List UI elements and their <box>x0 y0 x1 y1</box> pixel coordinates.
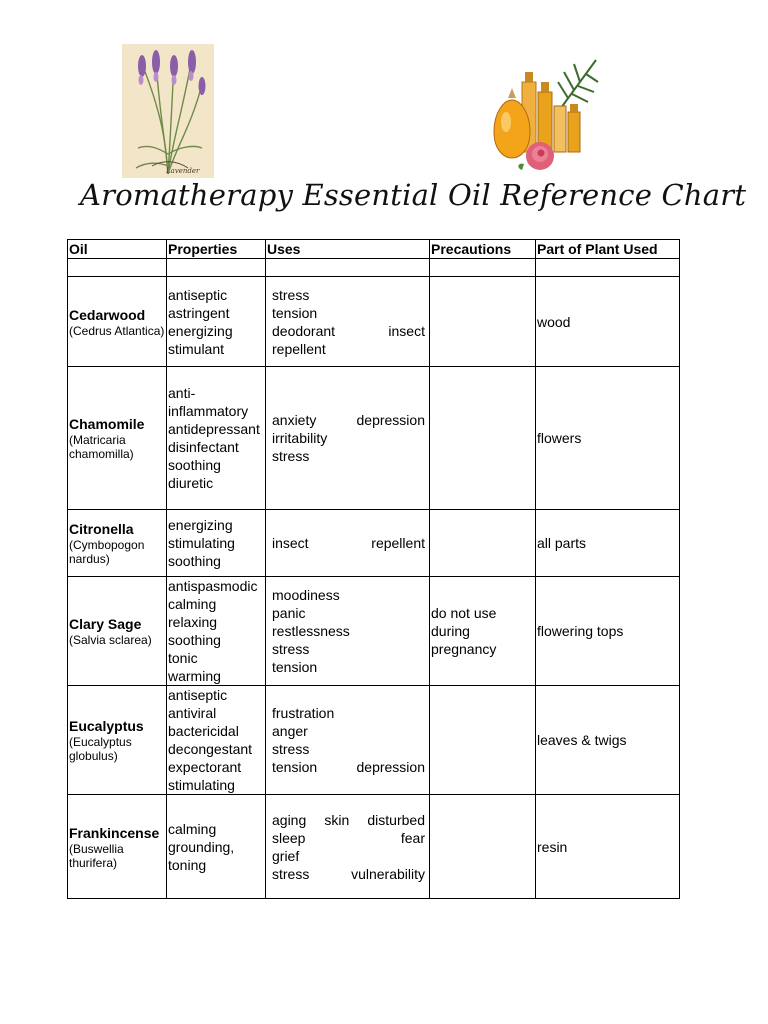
lavender-image <box>122 44 214 178</box>
part-used-cell: resin <box>536 795 680 899</box>
use-item: restlessness <box>272 623 350 639</box>
oil-cell <box>68 510 167 577</box>
oil-name: Clary Sage <box>69 616 142 632</box>
use-item: aging skin disturbed <box>272 811 425 828</box>
page-title: Aromatherapy Essential Oil Reference Chart <box>80 178 747 212</box>
column-header-properties: Properties <box>167 240 266 259</box>
uses-cell <box>266 277 430 367</box>
use-item: tension <box>272 659 318 675</box>
column-header-oil: Oil <box>68 240 167 259</box>
properties-cell <box>167 277 266 367</box>
oil-cell <box>68 367 167 510</box>
uses-cell <box>266 577 430 686</box>
property-item: antispasmodic <box>168 578 258 594</box>
uses-cell <box>266 510 430 577</box>
property-item: soothing <box>168 632 221 648</box>
use-item: insect repellent <box>272 535 425 551</box>
use-item: stress <box>272 448 310 464</box>
table-header-row <box>68 240 680 259</box>
properties-cell <box>167 686 266 795</box>
property-item: astringent <box>168 304 230 321</box>
table-row <box>68 795 680 899</box>
part-used-cell: flowering tops <box>536 577 680 686</box>
use-item: stress <box>272 641 310 657</box>
oil-name: Citronella <box>69 521 134 537</box>
precaution-item: during <box>431 623 470 639</box>
oil-name: Cedarwood <box>69 306 146 323</box>
properties-cell <box>167 577 266 686</box>
precautions-cell <box>430 795 536 899</box>
property-item: stimulating <box>168 777 235 793</box>
use-item: frustration <box>272 705 335 721</box>
table-row <box>68 277 680 367</box>
property-item: calming <box>168 596 217 612</box>
property-item: disinfectant <box>168 439 239 455</box>
table-row <box>68 510 680 577</box>
oil-latin-name: (Buswellia thurifera) <box>69 841 124 870</box>
oil-name: Eucalyptus <box>69 718 144 734</box>
property-item: stimulating <box>168 535 235 551</box>
precautions-cell <box>430 577 536 686</box>
property-item: expectorant <box>168 759 242 775</box>
property-item: toning <box>168 856 207 873</box>
uses-cell <box>266 686 430 795</box>
use-item: anger <box>272 723 308 739</box>
precaution-item: pregnancy <box>431 641 497 657</box>
use-item: grief <box>272 847 300 864</box>
property-item: calming <box>168 820 217 837</box>
table-row <box>68 577 680 686</box>
oil-cell <box>68 577 167 686</box>
use-item: deodorant insect <box>272 322 425 339</box>
property-item: inflammatory <box>168 403 249 419</box>
property-item: antiseptic <box>168 687 228 703</box>
property-item: relaxing <box>168 614 218 630</box>
property-item: antiseptic <box>168 286 228 303</box>
table-row <box>68 367 680 510</box>
use-item: sleep fear <box>272 829 425 846</box>
property-item: energizing <box>168 322 233 339</box>
oil-latin-name: (Eucalyptus globulus) <box>69 735 132 763</box>
use-item: tension depression <box>272 759 425 775</box>
property-item: decongestant <box>168 741 253 757</box>
precautions-cell <box>430 277 536 367</box>
oil-latin-name: (Cymbopogon nardus) <box>69 538 145 566</box>
essential-oil-table <box>67 239 680 899</box>
essential-oil-bottles-illustration <box>478 52 602 176</box>
use-item: stress <box>272 286 310 303</box>
column-header-uses: Uses <box>266 240 430 259</box>
property-item: antidepressant <box>168 421 260 437</box>
use-item: moodiness <box>272 587 340 603</box>
property-item: warming <box>168 668 221 684</box>
properties-cell <box>167 510 266 577</box>
use-item: stress <box>272 741 310 757</box>
table-spacer-row <box>68 259 680 277</box>
use-item: anxiety depression <box>272 412 425 428</box>
use-item: tension <box>272 304 318 321</box>
property-item: anti- <box>168 385 196 401</box>
property-item: soothing <box>168 457 221 473</box>
lavender-illustration <box>122 44 214 178</box>
use-item: repellent <box>272 340 326 357</box>
table-row <box>68 686 680 795</box>
lavender-caption: Lavender <box>166 167 200 175</box>
part-used-cell: flowers <box>536 367 680 510</box>
oil-latin-name: (Matricaria chamomilla) <box>69 433 134 461</box>
column-header-precautions: Precautions <box>430 240 536 259</box>
use-item: stress vulnerability <box>272 865 425 882</box>
oil-name: Chamomile <box>69 416 145 432</box>
oil-latin-name: (Cedrus Atlantica) <box>69 323 165 338</box>
column-header-part-of-plant: Part of Plant Used <box>536 240 680 259</box>
properties-cell <box>167 367 266 510</box>
oil-cell <box>68 686 167 795</box>
precautions-cell <box>430 510 536 577</box>
uses-cell <box>266 367 430 510</box>
oil-latin-name: (Salvia sclarea) <box>69 633 152 647</box>
part-used-cell: all parts <box>536 510 680 577</box>
property-item: energizing <box>168 517 233 533</box>
oil-bottles-image <box>478 52 602 176</box>
uses-cell <box>266 795 430 899</box>
precautions-cell <box>430 367 536 510</box>
oil-cell <box>68 795 167 899</box>
oil-cell <box>68 277 167 367</box>
oil-name: Frankincense <box>69 824 160 841</box>
precaution-item: do not use <box>431 605 497 621</box>
property-item: soothing <box>168 553 221 569</box>
use-item: irritability <box>272 430 328 446</box>
part-used-cell: wood <box>536 277 680 367</box>
property-item: antiviral <box>168 705 217 721</box>
properties-cell <box>167 795 266 899</box>
property-item: diuretic <box>168 475 214 491</box>
precautions-cell <box>430 686 536 795</box>
property-item: bactericidal <box>168 723 239 739</box>
property-item: grounding, <box>168 838 235 855</box>
part-used-cell: leaves & twigs <box>536 686 680 795</box>
property-item: tonic <box>168 650 198 666</box>
use-item: panic <box>272 605 306 621</box>
property-item: stimulant <box>168 340 225 357</box>
